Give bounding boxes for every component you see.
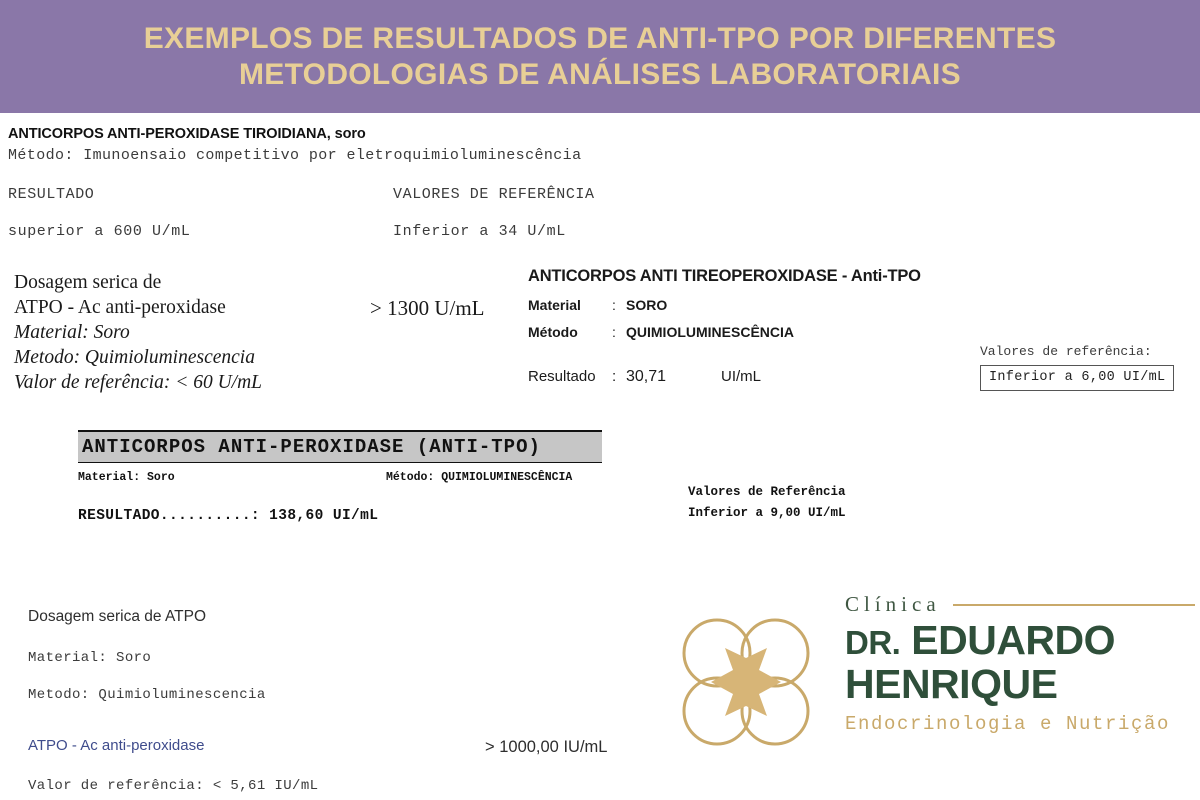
report1-result-header: RESULTADO [8,186,95,203]
logo-first-name: EDUARDO [911,617,1116,663]
clover-mark-icon [655,598,835,768]
logo-text-block [845,580,1195,735]
lab-report-quimio [528,267,998,386]
report3-reference-label: Valores de referência: [980,344,1152,359]
report1-reference-value: Inferior a 34 U/mL [393,223,566,240]
logo-doctor-name-line-1 [845,619,1195,661]
report1-headers [8,186,888,203]
report3-result-value: 30,71 [626,368,667,385]
logo-specialty: Endocrinologia e Nutrição [845,713,1171,736]
report1-method: Método: Imunoensaio competitivo por eletroquimioluminescência [8,147,582,164]
report3-method-separator: : [612,324,616,340]
report5-title: Dosagem serica de ATPO [28,608,207,625]
report2-line-2: ATPO - Ac anti-peroxidase [14,296,226,318]
logo-clinica-row [845,592,1195,617]
header-title-line-2: METODOLOGIAS DE ANÁLISES LABORATORIAIS [239,57,961,91]
report3-method-value: QUIMIOLUMINESCÊNCIA [626,324,794,340]
report3-method-row [528,324,998,340]
report3-title: ANTICORPOS ANTI TIREOPEROXIDASE - Anti-TPO [528,267,921,285]
report3-result-row [528,368,998,386]
report2-material: Material: Soro [14,321,130,343]
lab-report-banded [78,430,1098,524]
report4-result: RESULTADO..........: 138,60 UI/mL [78,508,379,524]
logo-dr-prefix: DR. [845,624,901,661]
report4-reference-block [688,482,846,523]
report3-result-label: Resultado [528,368,596,385]
clinic-logo [655,580,1195,795]
report4-banner-text: ANTICORPOS ANTI-PEROXIDASE (ANTI-TPO) [82,436,541,458]
report3-reference-block [980,344,1190,391]
report3-reference-value: Inferior a 6,00 UI/mL [980,365,1174,391]
report3-result-unit: UI/mL [721,368,762,385]
header-title-line-1: EXEMPLOS DE RESULTADOS DE ANTI-TPO POR DIFERENTES [143,22,1057,56]
report3-material-row [528,297,998,313]
report5-analyte: ATPO - Ac anti-peroxidase [28,737,205,754]
report5-reference: Valor de referência: < 5,61 IU/mL [28,778,319,794]
logo-clinica-word: Clínica [845,592,941,616]
report2-result-value: > 1300 U/mL [370,296,485,320]
report4-reference-value: Inferior a 9,00 UI/mL [688,505,846,520]
report2-line-1: Dosagem serica de [14,272,162,293]
report4-subheader [78,471,1098,484]
lab-report-bottom [28,608,668,794]
report4-reference-title: Valores de Referência [688,485,846,499]
report2-method: Metodo: Quimioluminescencia [14,346,255,368]
report3-material-value: SORO [626,297,668,313]
report5-material: Material: Soro [28,650,152,666]
logo-doctor-name-line-2: HENRIQUE [845,661,1058,708]
report1-reference-header: VALORES DE REFERÊNCIA [393,186,595,203]
lab-report-serif [14,271,344,396]
report3-result-separator: : [612,368,617,385]
report4-material: Material: Soro [78,471,175,484]
report1-result-value: superior a 600 U/mL [8,223,191,240]
report3-method-label: Método [528,324,578,340]
report4-banner [78,430,602,463]
slide-header-banner [0,0,1200,113]
report5-method: Metodo: Quimioluminescencia [28,687,266,703]
logo-divider-rule [953,604,1195,606]
report1-values [8,223,888,240]
report2-reference: Valor de referência: < 60 U/mL [14,371,263,393]
lab-report-eclia [8,126,888,240]
report4-method: Método: QUIMIOLUMINESCÊNCIA [386,471,573,484]
report3-material-separator: : [612,297,616,313]
report5-result-value: > 1000,00 IU/mL [485,738,608,756]
report1-title: ANTICORPOS ANTI-PEROXIDASE TIROIDIANA, soro [8,126,366,142]
report3-material-label: Material [528,297,581,313]
